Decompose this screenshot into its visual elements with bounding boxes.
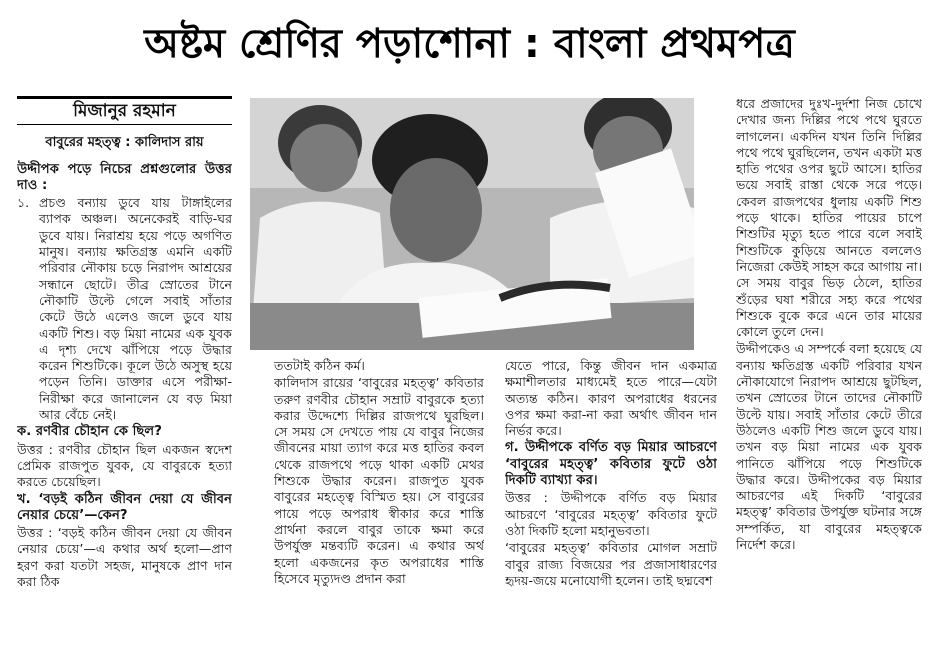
item-number: ১. (17, 195, 30, 211)
stimulus-paragraph (17, 195, 232, 423)
question-ga: গ. উদ্দীপকে বর্ণিত বড় মিয়ার আচরণে ‘বাবুরের মহত্ত্ব’ কবিতার ফুটে ওঠা দিকটি ব্যাখ্যা কর। (505, 440, 717, 489)
paragraph: ‘বাবুরের মহত্ত্ব’ কবিতার মোগল সম্রাট বাবুর রাজ্য বিজয়ের পর প্রজাসাধারণের হৃদয়-জয়ে মনোযোগী হলেন। তাই ছদ্মবেশ (505, 540, 717, 588)
answer-ka: উত্তর : রণবীর চৌহান ছিল একজন স্বদেশ প্রেমিক রাজপুত যুবক, যে বাবুরকে হত্যা করতে চেয়েছিল। (17, 441, 232, 490)
column-4 (736, 96, 922, 666)
paragraph: কালিদাস রায়ের ‘বাবুরের মহত্ত্ব’ কবিতার তরুণ রণবীর চৌহান সম্রাট বাবুরকে হত্যা করার উদ্দেশ্যে দিল্লির রাজপথে ঘুরছিল। সে সময় সে দেখতে পায় যে বাবুর নিজের জীবনের মায়া ত্যাগ করে মত্ত হাতির কবল থেকে রাজপথে পড়ে থাকা একটি মেথর শিশুকে উদ্ধার করেন। রাজপুত যুবক বাবুরের মহত্ত্বে বিস্মিত হয়। সে বাবুরের পায়ে পড়ে অপরাধ স্বীকার করে শাস্তি প্রার্থনা করলে বাবুর তাকে ক্ষমা করে উপর্যুক্ত মন্তব্যটি করেন। এ কথার অর্থ হলো একজনের কৃত অপরাধের শাস্তি হিসেবে মৃত্যুদণ্ড প্রদান করা (274, 375, 484, 586)
paragraph: যেতে পারে, কিন্তু জীবন দান একমাত্র ক্ষমাশীলতার মাধ্যমেই হতে পারে—যেটা অত্যন্ত কঠিন। কারণ অপরাধের ধরনের ওপর ক্ষমা করা-না করা অর্থাৎ জীবন দান নির্ভর করে। (505, 358, 717, 439)
paragraph: ততটাই কঠিন কর্ম। (274, 358, 365, 373)
answer-ga: উত্তর : উদ্দীপকে বর্ণিত বড় মিয়ার আচরণে ‘বাবুরের মহত্ত্ব’ কবিতার ফুটে ওঠা দিকটি হলো মহানুভবতা। (505, 490, 717, 538)
page-headline: অষ্টম শ্রেণির পড়াশোনা : বাংলা প্রথমপত্র (144, 20, 795, 67)
question-kha: খ. ‘বড়ই কঠিন জীবন দেয়া যে জীবন নেয়ার চেয়ে’—কেন? (17, 491, 232, 523)
instruction: উদ্দীপক পড়ে নিচের প্রশ্নগুলোর উত্তর দাও : (17, 161, 232, 193)
answer-kha: উত্তর : ‘বড়ই কঠিন জীবন দেয়া যে জীবন নেয়ার চেয়ে’—এ কথার অর্থ হলো—প্রাণ হরণ করা যতটা সহজ, মানুষকে প্রাণ দান করা ঠিক (17, 525, 232, 590)
stimulus-text: প্রচণ্ড বন্যায় ডুবে যায় টাঙ্গাইলের ব্যাপক অঞ্চল। অনেকেরই বাড়ি-ঘর ডুবে যায়। নিরাশ্রয় হয়ে পড়ে অগণিত মানুষ। বন্যায় ক্ষতিগ্রস্ত এমনি একটি পরিবার নৌকায় চড়ে নিরাপদ আশ্রয়ের সন্ধানে ছোটে। তীব্র স্রোতের টানে নৌকাটি উল্টে গেলে সবাই সাঁতার কেটে উঠে এলেও জলে ডুবে যায় একটি শিশু। বড় মিয়া নামের এক যুবক এ দৃশ্য দেখে ঝাঁপিয়ে পড়ে উদ্ধার করেন শিশুটিকে। কূলে উঠে অসুস্থ হয়ে পড়েন তিনি। ডাক্তার এসে পরীক্ষা-নিরীক্ষা করে জানালেন যে বড় মিয়া আর বেঁচে নেই। (39, 195, 232, 423)
byline: মিজানুর রহমান (17, 96, 232, 125)
classroom-photo (250, 98, 694, 350)
column-1 (17, 96, 232, 666)
column-2 (274, 358, 484, 666)
question-ka: ক. রণবীর চৌহান কে ছিল? (17, 424, 162, 440)
students-writing-image (250, 98, 694, 350)
paragraph: উদ্দীপকেও এ সম্পর্কে বলা হয়েছে যে বন্যায় ক্ষতিগ্রস্ত একটি পরিবার যখন নৌকাযোগে নিরাপদ আশ্রয়ে ছুটছিল, তখন স্রোতের টানে তাদের নৌকাটি উল্টে যায়। সবাই সাঁতার কেটে তীরে উঠলেও একটি শিশু জলে ডুবে যায়। তখন বড় মিয়া নামের এক যুবক পানিতে ঝাঁপিয়ে পড়ে শিশুটিকে উদ্ধার করে। উদ্দীপকের বড় মিয়ার আচরণের এই দিকটি ‘বাবুরের মহত্ত্ব’ কবিতার উপর্যুক্ত ঘটনার সঙ্গে সম্পর্কিত, যা বাবুরের মহত্ত্বকে নির্দেশ করে। (736, 341, 922, 553)
lesson-title: বাবুরের মহত্ত্ব : কালিদাস রায় (45, 135, 204, 151)
column-3 (505, 358, 717, 666)
paragraph: ধরে প্রজাদের দুঃখ-দুর্দশা নিজ চোখে দেখার জন্য দিল্লির পথে পথে ঘুরতে লাগলেন। একদিন যখন তিনি দিল্লির পথে পথে ঘুরছিলেন, তখন একটা মত্ত হাতি পথের ওপর ছুটে আসে। হাতির ভয়ে সবাই রাস্তা থেকে সরে পড়ে। কেবল রাজপথের ধুলায় একটি শিশু পড়ে থাকে। হাতির পায়ের চাপে শিশুটির মৃত্যু হতে পারে বলে সবাই শিশুটিকে কুড়িয়ে আনতে বললেও নিজেরা কেউই সাহস করে আগায় না। সে সময় বাবুর ভিড় ঠেলে, হাতির শুঁড়ের ঘষা শরীরে সহ্য করে পথের শিশুকে বুকে করে এনে তার মায়ের কোলে তুলে দেন। (736, 96, 922, 340)
